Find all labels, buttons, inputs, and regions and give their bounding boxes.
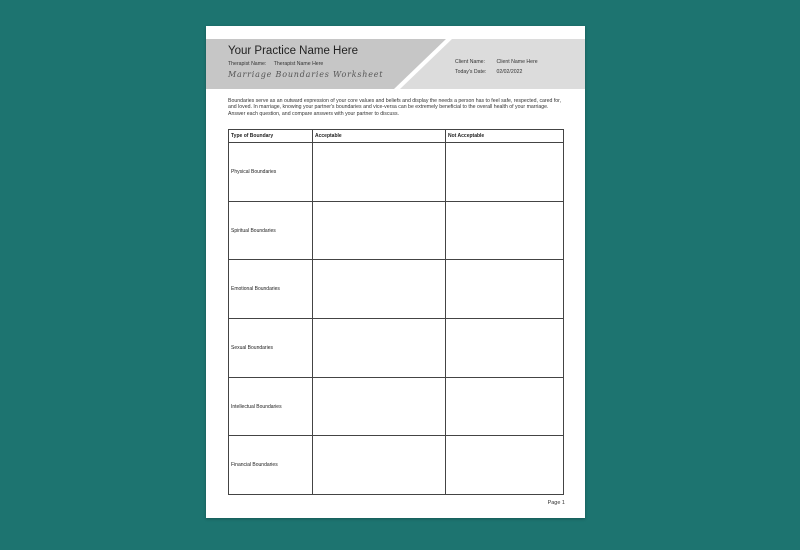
table-row bbox=[229, 260, 564, 319]
acceptable-cell[interactable] bbox=[313, 201, 446, 260]
therapist-label: Therapist Name: bbox=[228, 61, 267, 67]
acceptable-cell[interactable] bbox=[313, 319, 446, 378]
client-label: Client Name: bbox=[455, 59, 485, 65]
therapist-value: Therapist Name Here bbox=[273, 61, 324, 67]
boundary-type-cell: Financial Boundaries bbox=[229, 436, 313, 495]
client-value: Client Name Here bbox=[496, 59, 538, 65]
date-row bbox=[455, 69, 522, 75]
boundary-type-cell: Intellectual Boundaries bbox=[229, 377, 313, 436]
boundary-type-cell: Emotional Boundaries bbox=[229, 260, 313, 319]
header-type: Type of Boundary bbox=[229, 130, 313, 143]
worksheet-title: Marriage Boundaries Worksheet bbox=[228, 70, 384, 79]
intro-paragraph: Boundaries serve as an outward expression of your core values and beliefs and display the needs a person has to feel safe, respected, cared for, and loved. In marriage, knowing your partner's boundaries and vice-versa can be extremely beneficial to the overall health of your marriage. Answer each question, and compare answers with your partner to discuss. bbox=[228, 98, 562, 117]
not-acceptable-cell[interactable] bbox=[446, 143, 564, 202]
not-acceptable-cell[interactable] bbox=[446, 377, 564, 436]
acceptable-cell[interactable] bbox=[313, 436, 446, 495]
table-row bbox=[229, 201, 564, 260]
not-acceptable-cell[interactable] bbox=[446, 260, 564, 319]
acceptable-cell[interactable] bbox=[313, 260, 446, 319]
boundary-type-cell: Physical Boundaries bbox=[229, 143, 313, 202]
table-row bbox=[229, 143, 564, 202]
boundary-type-cell: Sexual Boundaries bbox=[229, 319, 313, 378]
boundary-type-cell: Spiritual Boundaries bbox=[229, 201, 313, 260]
worksheet-page bbox=[206, 26, 585, 518]
practice-name: Your Practice Name Here bbox=[228, 45, 358, 57]
header-not-acceptable: Not Acceptable bbox=[446, 130, 564, 143]
acceptable-cell[interactable] bbox=[313, 377, 446, 436]
not-acceptable-cell[interactable] bbox=[446, 201, 564, 260]
header-acceptable: Acceptable bbox=[313, 130, 446, 143]
table-row bbox=[229, 377, 564, 436]
not-acceptable-cell[interactable] bbox=[446, 319, 564, 378]
boundaries-table bbox=[228, 129, 564, 495]
client-row bbox=[455, 59, 538, 65]
page-number: Page 1 bbox=[547, 500, 565, 506]
date-label: Today's Date: bbox=[455, 69, 487, 75]
therapist-row bbox=[228, 61, 323, 67]
table-row bbox=[229, 319, 564, 378]
not-acceptable-cell[interactable] bbox=[446, 436, 564, 495]
table-row bbox=[229, 436, 564, 495]
date-value: 02/02/2022 bbox=[496, 69, 523, 75]
acceptable-cell[interactable] bbox=[313, 143, 446, 202]
table-header-row bbox=[229, 130, 564, 143]
